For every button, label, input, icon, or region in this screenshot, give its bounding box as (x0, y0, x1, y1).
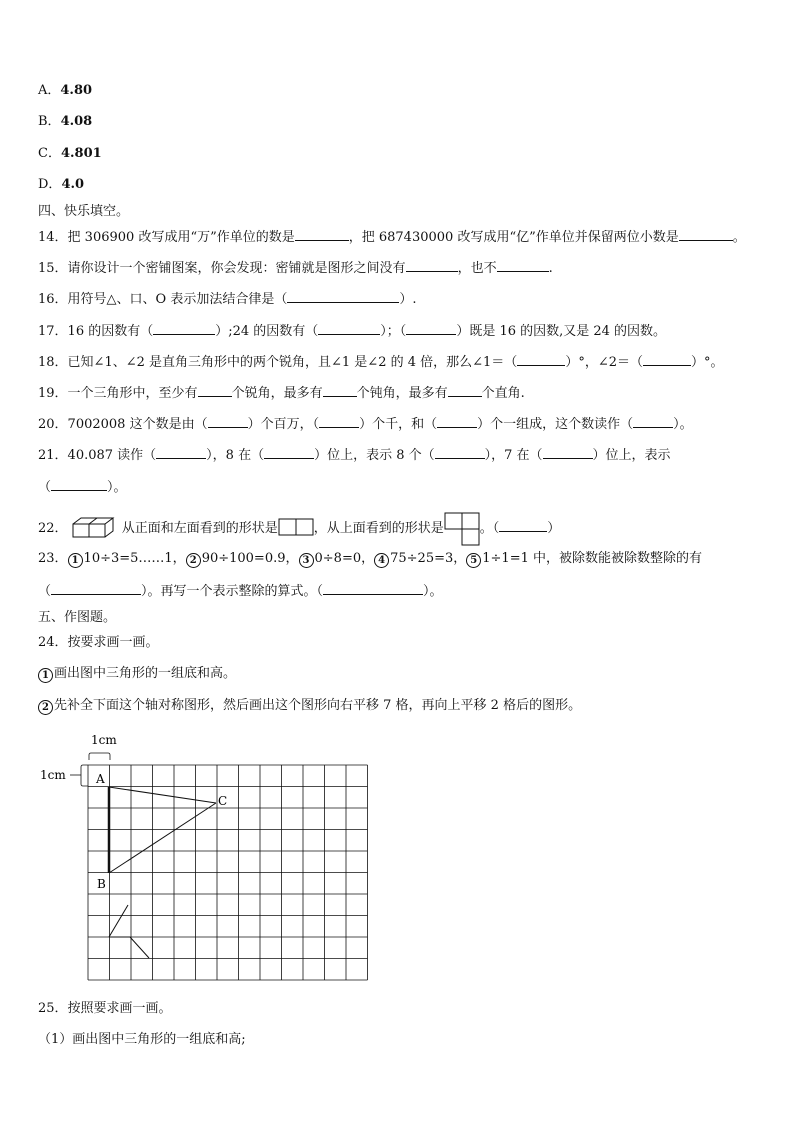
answer-blank[interactable] (679, 228, 733, 241)
answer-blank[interactable] (287, 290, 399, 303)
answer-blank[interactable] (643, 353, 691, 366)
option-d: D．4.0 (38, 177, 85, 192)
answer-blank[interactable] (156, 446, 206, 459)
question-24-title: 24．按要求画一画。 (38, 635, 159, 650)
unit-marker-top (89, 753, 110, 760)
drawing-grid (38, 726, 378, 986)
answer-blank[interactable] (543, 446, 593, 459)
front-left-view-shape (278, 518, 314, 536)
question-16: 16．用符号△、口、O 表示加法结合律是（ ）. (38, 292, 417, 307)
unit-label-top: 1cm (91, 733, 117, 747)
question-23-cont: （ ）。再写一个表示整除的算式。（ ）。 (38, 584, 443, 599)
question-14: 14．把 306900 改写成用“万”作单位的数是 ，把 687430000 改写成用“亿”作单位并保留两位小数是 。 (38, 230, 746, 245)
question-17: 17．16 的因数有（ ）;24 的因数有（ ）；（ ）既是 16 的因数,又是 24 的因数。 (38, 324, 667, 339)
option-c: C．4.801 (38, 146, 102, 161)
answer-blank[interactable] (208, 415, 248, 428)
top-view-shape (444, 512, 480, 546)
answer-blank[interactable] (323, 582, 423, 595)
answer-blank[interactable] (497, 259, 549, 272)
answer-blank[interactable] (51, 478, 107, 491)
question-19: 19．一个三角形中，至少有 个锐角，最多有 个钝角，最多有 个直角. (38, 386, 525, 401)
question-22: 22． 从正面和左面看到的形状是 ，从上面看到的形状是 。（ ） (38, 512, 560, 546)
question-21: 21．40.087 读作（ ），8 在（ ）位上，表示 8 个（ ），7 在（ ）位上，表示 (38, 448, 671, 463)
answer-blank[interactable] (437, 415, 477, 428)
answer-blank[interactable] (406, 322, 456, 335)
answer-blank[interactable] (51, 582, 141, 595)
question-25-part1: （1）画出图中三角形的一组底和高; (38, 1032, 246, 1047)
question-21-cont: （ ）。 (38, 480, 127, 495)
answer-blank[interactable] (318, 322, 380, 335)
unit-label-left: 1cm (40, 768, 66, 782)
question-24-part1: 1 画出图中三角形的一组底和高。 (38, 665, 236, 683)
cube-figure (72, 516, 122, 538)
vertex-a-label: A (96, 772, 105, 786)
option-a: A．4.80 (38, 83, 93, 98)
triangle-abc (109, 787, 216, 873)
vertex-b-label: B (97, 877, 106, 891)
answer-blank[interactable] (499, 519, 547, 532)
answer-blank[interactable] (295, 228, 349, 241)
question-23: 23． 1 10÷3=5……1， 2 90÷100=0.9， 3 0÷8=0， 4 75÷25=3， 5 1÷1=1 中，被除数能被除数整除的有 (38, 551, 702, 566)
question-15: 15．请你设计一个密铺图案，你会发现：密铺就是图形之间没有 ，也不 . (38, 261, 553, 276)
question-25-title: 25．按照要求画一画。 (38, 1001, 172, 1016)
answer-blank[interactable] (264, 446, 314, 459)
unit-marker-left (70, 765, 88, 786)
answer-blank[interactable] (633, 415, 673, 428)
answer-blank[interactable] (153, 322, 215, 335)
answer-blank[interactable] (435, 446, 485, 459)
question-18: 18．已知∠1、∠2 是直角三角形中的两个锐角，且∠1 是∠2 的 4 倍，那么∠1＝（ ）°，∠2＝（ ）°。 (38, 355, 724, 370)
question-24-part2: 2 先补全下面这个轴对称图形，然后画出这个图形向右平移 7 格，再向上平移 2 格后的图形。 (38, 697, 581, 715)
partial-symmetric-figure (109, 905, 149, 958)
option-b: B．4.08 (38, 114, 93, 129)
answer-blank[interactable] (323, 384, 357, 397)
answer-blank[interactable] (406, 259, 458, 272)
vertex-c-label: C (218, 794, 228, 808)
section4-title: 四、快乐填空。 (38, 204, 130, 219)
answer-blank[interactable] (448, 384, 482, 397)
answer-blank[interactable] (319, 415, 359, 428)
question-20: 20．7002008 这个数是由（ ）个百万，（ ）个千，和（ ）个一组成，这个数读作（ ）。 (38, 417, 693, 432)
grid-lines (88, 765, 368, 980)
answer-blank[interactable] (517, 353, 565, 366)
answer-blank[interactable] (198, 384, 232, 397)
section5-title: 五、作图题。 (38, 610, 117, 625)
